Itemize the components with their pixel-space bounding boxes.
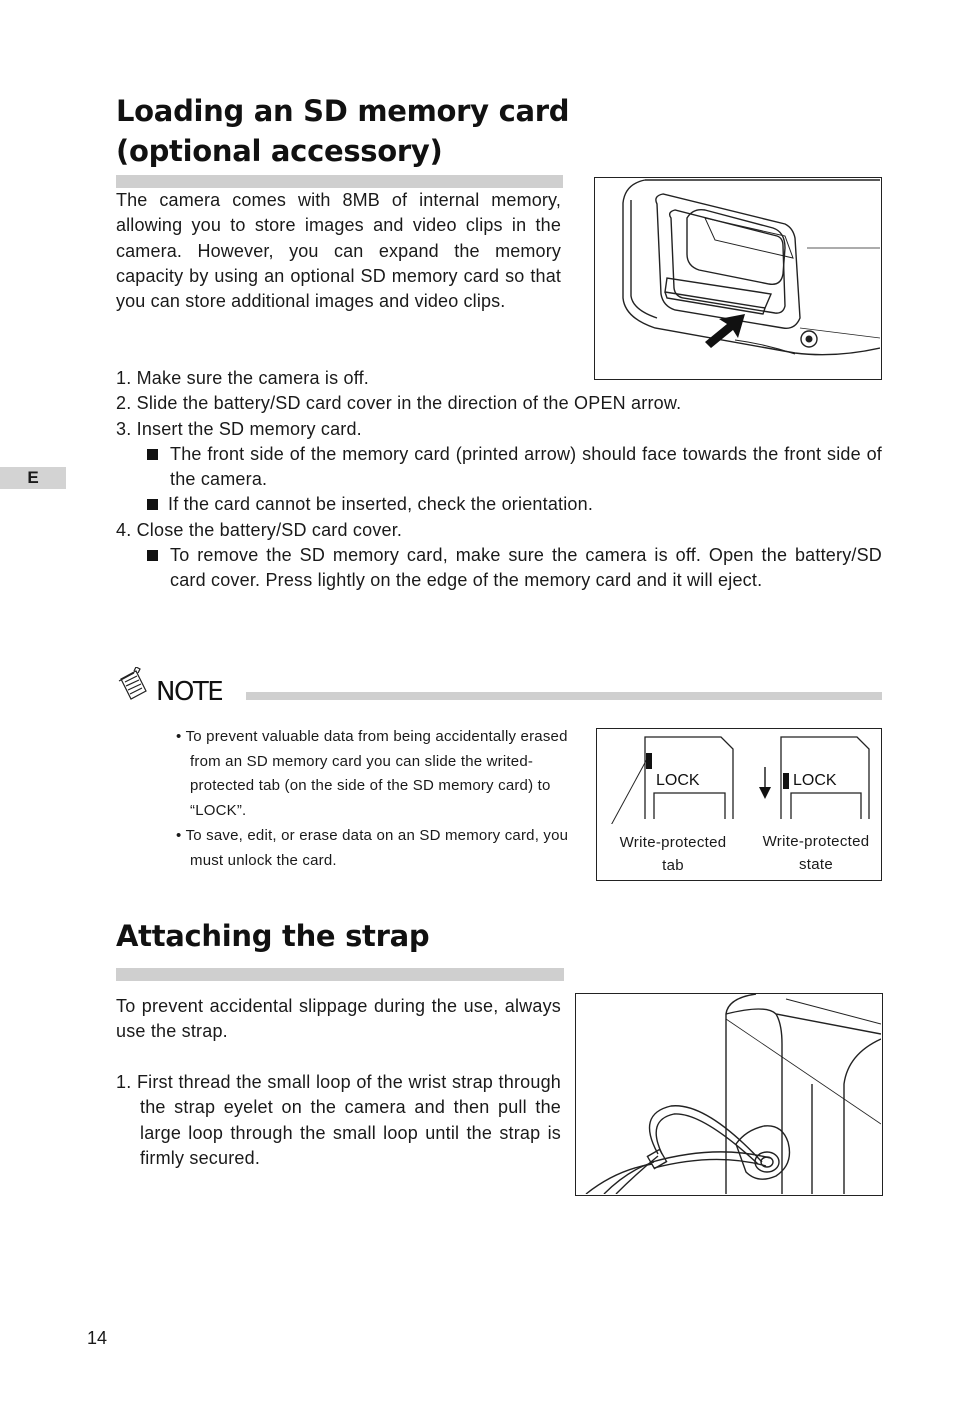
caption-write-protected-tab: Write-protected tab bbox=[619, 834, 727, 874]
section-title-sd-card bbox=[116, 91, 569, 171]
lock-label-right: LOCK bbox=[793, 772, 837, 789]
title-line-1: Loading an SD memory card bbox=[116, 94, 570, 128]
note-icon bbox=[116, 667, 150, 703]
page-number: 14 bbox=[87, 1328, 108, 1348]
sd-card-lock-drawing bbox=[597, 729, 881, 824]
steps-list bbox=[116, 366, 882, 594]
strap-illustration bbox=[575, 993, 883, 1196]
strap-step-1: 1. First thread the small loop of the wrist strap through the strap eyelet on the camera and then pull the large loop through the small loop until the strap is firmly secured. bbox=[116, 1072, 561, 1168]
strap-intro: To prevent accidental slippage during the use, always use the strap. bbox=[116, 996, 561, 1042]
step-3-bullet-2: If the card cannot be inserted, check the orientation. bbox=[168, 492, 882, 517]
note-bullet-1: • To prevent valuable data from being accidentally erased from an SD memory card you can slide the writed-protected tab (on the side of the SD memory card) to “LOCK”. bbox=[176, 728, 568, 820]
title-line-2: (optional accessory) bbox=[116, 134, 443, 168]
sd-card-insertion-illustration bbox=[594, 177, 882, 380]
section-divider-bar bbox=[116, 175, 563, 188]
note-divider-bar bbox=[246, 692, 882, 700]
lock-label-left: LOCK bbox=[656, 772, 700, 789]
step-1: 1. Make sure the camera is off. bbox=[116, 368, 369, 388]
camera-sd-slot-drawing bbox=[595, 178, 880, 378]
step-3-bullet-1: The front side of the memory card (printed arrow) should face towards the front side of the camera. bbox=[170, 442, 882, 493]
step-4: 4. Close the battery/SD card cover. bbox=[116, 519, 403, 540]
note-bullet-2: • To save, edit, or erase data on an SD memory card, you must unlock the card. bbox=[176, 826, 569, 869]
step-4-bullet-1: To remove the SD memory card, make sure the camera is off. Open the battery/SD card cover. Press lightly on the edge of the memory card and it will eject. bbox=[170, 543, 882, 594]
note-bullets bbox=[172, 725, 574, 873]
language-tab: E bbox=[0, 467, 66, 489]
intro-paragraph: The camera comes with 8MB of internal memory, allowing you to store images and video clips in the camera. However, you can expand the memory capacity by using an optional SD memory card so that you can store additional images and video clips. bbox=[116, 190, 561, 312]
note-heading: NOTE bbox=[156, 677, 223, 707]
section-divider-bar-2 bbox=[116, 968, 564, 981]
caption-write-protected-state: Write-protected state bbox=[762, 833, 870, 873]
square-bullet-icon bbox=[147, 499, 158, 510]
section-title-strap: Attaching the strap bbox=[116, 919, 430, 953]
write-protect-diagram bbox=[596, 728, 882, 881]
step-2: 2. Slide the battery/SD card cover in the direction of the OPEN arrow. bbox=[116, 393, 682, 414]
square-bullet-icon bbox=[147, 550, 158, 561]
square-bullet-icon bbox=[147, 449, 158, 460]
strap-eyelet-drawing bbox=[576, 994, 881, 1194]
step-3: 3. Insert the SD memory card. bbox=[116, 418, 362, 439]
